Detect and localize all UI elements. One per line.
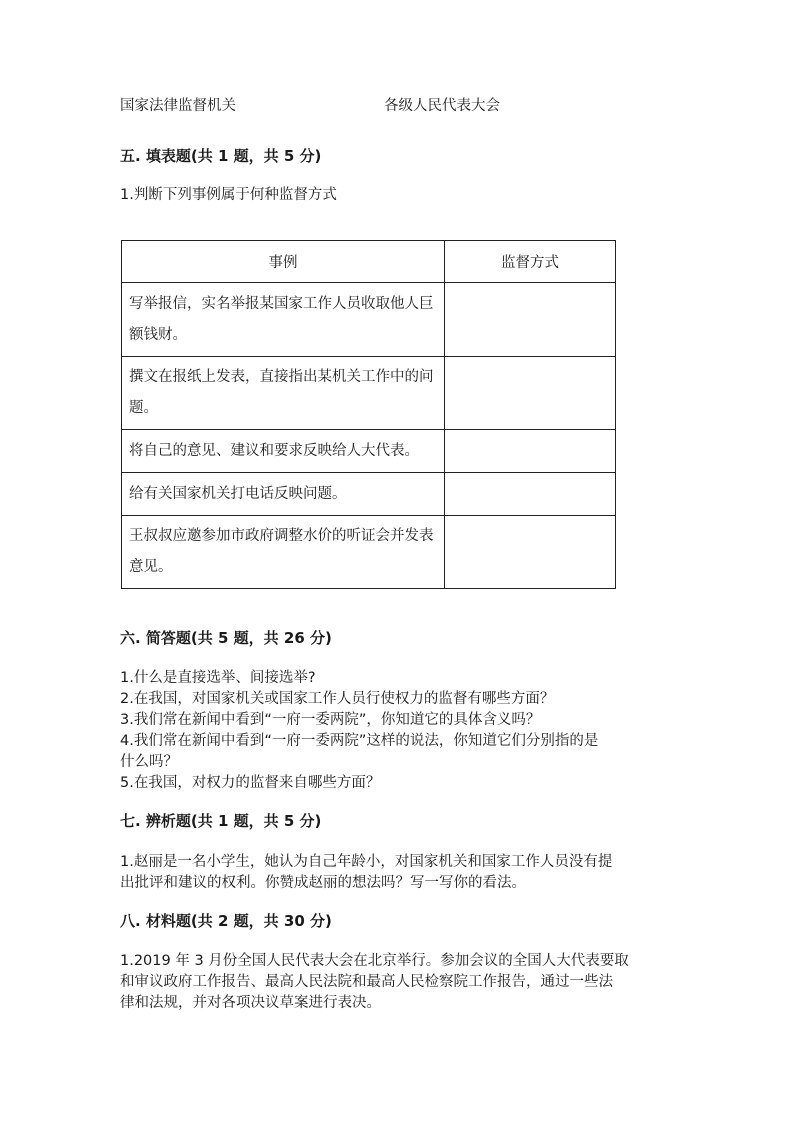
case-text: 撰文在报纸上发表，直接指出某机关工作中的问题。 — [129, 369, 434, 416]
answer-cell[interactable] — [445, 357, 616, 430]
question-line: 4.我们常在新闻中看到“一府一委两院”这样的说法，你知道它们分别指的是 — [120, 733, 599, 749]
question-line: 5.在我国，对权力的监督来自哪些方面？ — [120, 775, 381, 791]
section7-heading: 七. 辨析题(共 1 题，共 5 分) — [120, 812, 322, 830]
table-header-row — [122, 241, 616, 283]
material-line: 1.2019 年 3 月份全国人民代表大会在北京举行。参加会议的全国人大代表要取 — [120, 953, 629, 969]
section6-body — [120, 668, 672, 794]
answer-cell[interactable] — [445, 283, 616, 357]
table-row — [122, 283, 616, 357]
option-right: 各级人民代表大会 — [384, 98, 500, 114]
material-line: 和审议政府工作报告、最高人民法院和最高人民检察院工作报告，通过一些法 — [120, 974, 613, 990]
case-text: 王叔叔应邀参加市政府调整水价的听证会并发表意见。 — [129, 528, 434, 575]
question-line: 出批评和建议的权利。你赞成赵丽的想法吗？写一写你的看法。 — [120, 875, 526, 891]
answer-cell[interactable] — [445, 430, 616, 473]
case-text: 给有关国家机关打电话反映问题。 — [129, 485, 347, 502]
question-line: 3.我们常在新闻中看到“一府一委两院”，你知道它的具体含义吗？ — [120, 712, 541, 728]
case-text: 写举报信，实名举报某国家工作人员收取他人巨额钱财。 — [129, 295, 434, 343]
question-line: 2.在我国，对国家机关或国家工作人员行使权力的监督有哪些方面？ — [120, 691, 555, 707]
question-line: 1.赵丽是一名小学生，她认为自己年龄小，对国家机关和国家工作人员没有提 — [120, 854, 613, 870]
answer-cell[interactable] — [445, 473, 616, 516]
fill-table — [121, 240, 616, 589]
option-left: 国家法律监督机关 — [120, 98, 236, 114]
question-line: 1.什么是直接选举、间接选举? — [120, 670, 316, 686]
header-case: 事例 — [122, 241, 445, 283]
case-text: 将自己的意见、建议和要求反映给人大代表。 — [129, 442, 419, 459]
table-row — [122, 430, 616, 473]
section5-heading: 五. 填表题(共 1 题，共 5 分) — [120, 147, 322, 165]
answer-cell[interactable] — [445, 516, 616, 589]
table-row — [122, 473, 616, 516]
table-row — [122, 516, 616, 589]
section8-heading: 八. 材料题(共 2 题，共 30 分) — [120, 912, 332, 930]
section8-body — [120, 951, 672, 1014]
question-line: 什么吗？ — [120, 754, 178, 770]
table-row — [122, 357, 616, 430]
header-method: 监督方式 — [445, 241, 616, 283]
section7-body — [120, 852, 672, 894]
material-line: 律和法规，并对各项决议草案进行表决。 — [120, 995, 381, 1011]
section6-heading: 六. 简答题(共 5 题，共 26 分) — [120, 629, 332, 647]
section5-question: 1.判断下列事例属于何种监督方式 — [120, 187, 337, 203]
